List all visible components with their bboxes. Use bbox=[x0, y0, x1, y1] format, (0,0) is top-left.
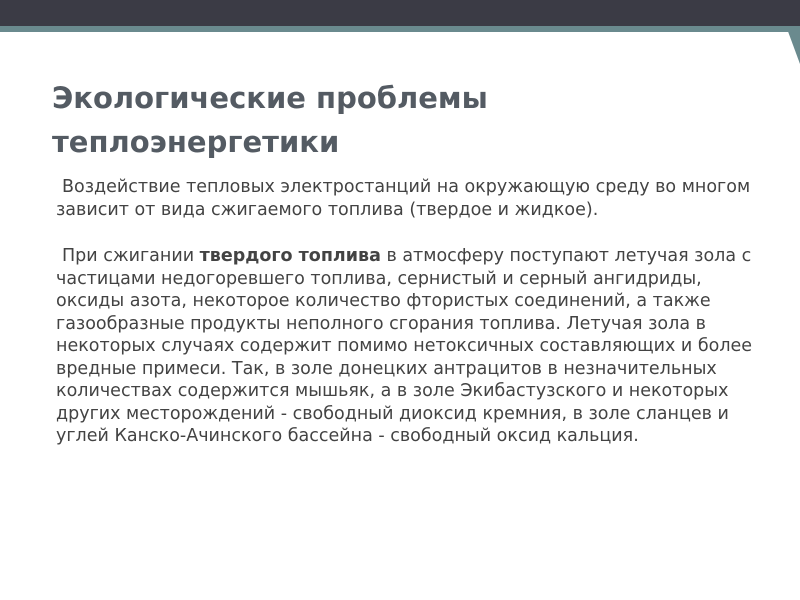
paragraph-rest: в атмосферу поступают летучая зола с частицами недогоревшего топлива, сернистый и серный ангидриды, оксиды азота, некоторое количество фтористых соединений, а также газообразные продукты неполного сгорания топлива. Летучая зола в некоторых случаях содержит помимо нетоксичных составляющих и более вредные примеси. Так, в золе донецких антрацитов в незначительных количествах содержится мышьяк, а в золе Экибастузского и некоторых других месторождений - свободный диоксид кремния, в золе сланцев и углей Канско-Ачинского бассейна - свободный оксид кальция. bbox=[56, 246, 753, 446]
slide-body bbox=[56, 176, 766, 448]
slide-title bbox=[52, 76, 772, 164]
paragraph-intro: Воздействие тепловых электростанций на окружающую среду во многом зависит от вида сжигаемого топлива (твердое и жидкое). bbox=[56, 177, 751, 220]
title-line-1: Экологические проблемы bbox=[52, 81, 488, 115]
bold-term: твердого топлива bbox=[199, 246, 381, 266]
top-banner bbox=[0, 0, 800, 26]
accent-stripe bbox=[0, 26, 800, 32]
paragraph-solid-fuel bbox=[56, 245, 766, 448]
paragraph-lead: При сжигании bbox=[62, 246, 200, 266]
corner-triangle-icon bbox=[786, 26, 800, 64]
title-line-2: теплоэнергетики bbox=[52, 125, 340, 159]
